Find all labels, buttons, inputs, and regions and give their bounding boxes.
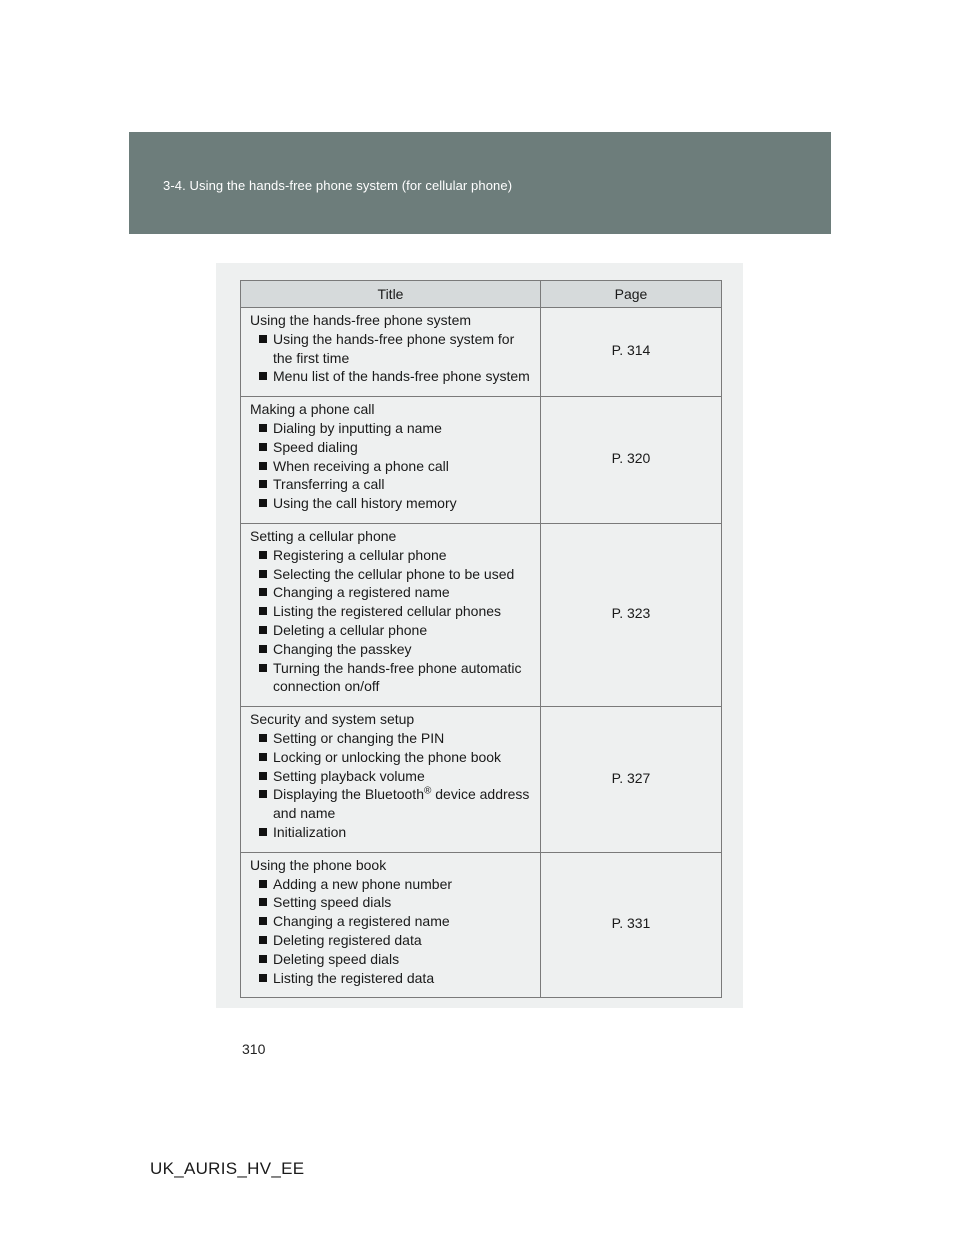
subtopic-label: Adding a new phone number <box>273 875 453 892</box>
topic-page-table <box>240 280 722 998</box>
subtopic-label: Dialing by inputting a name <box>273 419 442 436</box>
column-header-title: Title <box>241 281 541 308</box>
table-row <box>241 523 722 706</box>
page-number: 310 <box>242 1041 266 1057</box>
list-item <box>259 969 534 988</box>
subtopic-list <box>250 546 534 696</box>
list-item <box>259 546 534 565</box>
list-item <box>259 767 534 786</box>
list-item <box>259 748 534 767</box>
subtopic-label: Using the call history memory <box>273 495 457 512</box>
subtopic-label: Locking or unlocking the phone book <box>273 748 502 765</box>
subtopic-label: Initialization <box>273 823 347 840</box>
black-square-bullet-icon <box>259 570 267 578</box>
subtopic-label: Changing the passkey <box>273 640 412 657</box>
subtopic-list <box>250 875 534 988</box>
page-reference: P. 331 <box>541 852 722 998</box>
topic-title: Making a phone call <box>250 401 375 418</box>
subtopic-label-continued: device address and name <box>273 786 530 822</box>
subtopic-label: Displaying the Bluetooth <box>273 786 424 803</box>
subtopic-label: Listing the registered cellular phones <box>273 603 502 620</box>
black-square-bullet-icon <box>259 335 267 343</box>
black-square-bullet-icon <box>259 880 267 888</box>
page-reference: P. 327 <box>541 707 722 853</box>
topic-cell <box>241 852 541 998</box>
list-item <box>259 912 534 931</box>
black-square-bullet-icon <box>259 790 267 798</box>
page-reference: P. 314 <box>541 308 722 397</box>
black-square-bullet-icon <box>259 424 267 432</box>
topic-cell <box>241 308 541 397</box>
black-square-bullet-icon <box>259 936 267 944</box>
black-square-bullet-icon <box>259 372 267 380</box>
black-square-bullet-icon <box>259 917 267 925</box>
topic-cell <box>241 397 541 524</box>
black-square-bullet-icon <box>259 499 267 507</box>
black-square-bullet-icon <box>259 607 267 615</box>
list-item <box>259 419 534 438</box>
table-row <box>241 852 722 998</box>
subtopic-label: Deleting speed dials <box>273 950 400 967</box>
subtopic-label: When receiving a phone call <box>273 457 449 474</box>
table-body <box>241 308 722 998</box>
black-square-bullet-icon <box>259 828 267 836</box>
subtopic-label: Setting speed dials <box>273 894 392 911</box>
topic-title: Security and system setup <box>250 711 415 728</box>
list-item <box>259 367 534 386</box>
subtopic-label: Deleting a cellular phone <box>273 621 428 638</box>
list-item <box>259 475 534 494</box>
list-item <box>259 931 534 950</box>
section-header-band <box>129 132 831 234</box>
subtopic-label: Transferring a call <box>273 476 385 493</box>
list-item <box>259 729 534 748</box>
black-square-bullet-icon <box>259 974 267 982</box>
list-item <box>259 457 534 476</box>
list-item <box>259 621 534 640</box>
black-square-bullet-icon <box>259 734 267 742</box>
table-row <box>241 397 722 524</box>
list-item <box>259 640 534 659</box>
page-reference: P. 323 <box>541 523 722 706</box>
list-item <box>259 785 534 823</box>
black-square-bullet-icon <box>259 480 267 488</box>
topic-title: Using the phone book <box>250 856 387 873</box>
page-reference: P. 320 <box>541 397 722 524</box>
table-row <box>241 308 722 397</box>
subtopic-label: Changing a registered name <box>273 584 450 601</box>
reference-table-panel <box>216 263 743 1008</box>
black-square-bullet-icon <box>259 898 267 906</box>
black-square-bullet-icon <box>259 588 267 596</box>
subtopic-label: Turning the hands-free phone automatic connection on/off <box>273 659 522 695</box>
topic-title: Using the hands-free phone system <box>250 312 472 328</box>
black-square-bullet-icon <box>259 645 267 653</box>
black-square-bullet-icon <box>259 664 267 672</box>
black-square-bullet-icon <box>259 551 267 559</box>
subtopic-label: Using the hands-free phone system for the first time <box>273 330 515 366</box>
list-item <box>259 823 534 842</box>
subtopic-label: Setting playback volume <box>273 767 425 784</box>
document-code: UK_AURIS_HV_EE <box>150 1159 305 1178</box>
table-header-row <box>241 281 722 308</box>
list-item <box>259 565 534 584</box>
black-square-bullet-icon <box>259 626 267 634</box>
subtopic-list <box>250 729 534 842</box>
subtopic-label: Speed dialing <box>273 438 358 455</box>
black-square-bullet-icon <box>259 462 267 470</box>
subtopic-list <box>250 330 534 386</box>
subtopic-label: Setting or changing the PIN <box>273 729 445 746</box>
black-square-bullet-icon <box>259 955 267 963</box>
subtopic-label: Changing a registered name <box>273 913 450 930</box>
topic-title: Setting a cellular phone <box>250 527 397 544</box>
list-item <box>259 583 534 602</box>
list-item <box>259 330 534 368</box>
list-item <box>259 950 534 969</box>
list-item <box>259 602 534 621</box>
subtopic-list <box>250 419 534 513</box>
black-square-bullet-icon <box>259 772 267 780</box>
list-item <box>259 893 534 912</box>
list-item <box>259 875 534 894</box>
subtopic-label: Listing the registered data <box>273 969 435 986</box>
list-item <box>259 659 534 697</box>
table-row <box>241 707 722 853</box>
registered-trademark-mark: ® <box>424 785 432 797</box>
subtopic-label: Menu list of the hands-free phone system <box>273 368 530 385</box>
topic-cell <box>241 707 541 853</box>
black-square-bullet-icon <box>259 753 267 761</box>
list-item <box>259 438 534 457</box>
list-item <box>259 494 534 513</box>
subtopic-label: Registering a cellular phone <box>273 546 447 563</box>
section-title: 3-4. Using the hands-free phone system (for cellular phone) <box>163 178 513 193</box>
black-square-bullet-icon <box>259 443 267 451</box>
subtopic-label: Deleting registered data <box>273 931 422 948</box>
topic-cell <box>241 523 541 706</box>
subtopic-label: Selecting the cellular phone to be used <box>273 565 515 582</box>
column-header-page: Page <box>541 281 722 308</box>
